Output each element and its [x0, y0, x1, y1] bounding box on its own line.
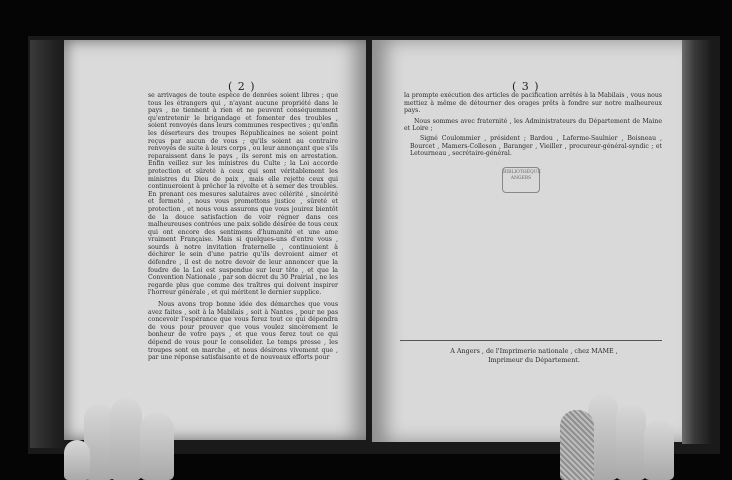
- signatures: Signé Coulommier , président ; Bardou , Laferme-Saulnier , Boisneau , Bourcet , Mamers-Colleson , Baranger , Vieiller , procureur-général-syndic ; et Letourneau , secrétaire-général.: [410, 134, 662, 158]
- page-number-left: ( 2 ): [228, 80, 256, 93]
- left-glove-finger-3: [140, 412, 174, 480]
- right-glove-finger-2: [616, 404, 646, 480]
- left-glove-finger-2: [110, 398, 142, 480]
- imprint: [404, 347, 664, 365]
- left-page-text: [148, 92, 338, 362]
- left-glove-thumb: [64, 440, 90, 480]
- right-paragraph-1: la prompte exécution des articles de pacification arrêtés à la Mabilais , vous nous mettiez à même de détourner des orages prêts à fondre sur notre malheureux pays.: [404, 92, 662, 115]
- library-stamp: BIBLIOTHÈQUE ANGERS: [502, 167, 540, 193]
- imprint-line-2: Imprimeur du Département.: [488, 356, 580, 364]
- page-number-right: ( 3 ): [512, 80, 540, 93]
- left-paragraph-2: Nous avons trop bonne idée des démarches que vous avez faites , soit à la Mabilais , soit à Nantes , pour ne pas concevoir l'espérance que vous ferez tout ce qui dépendra de vous pour prouver que vous voulez sincèrement le bonheur de votre pays , et que vous ferez tout ce qui dépend de vous pour le consolider. Le temps presse , les troupes sont en marche , et nous désirons vivement que , par une réponse satisfaisante et de nouveaux efforts pour: [148, 301, 338, 362]
- right-page-text: [404, 92, 662, 158]
- right-paragraph-2: Nous sommes avec fraternité , les Administrateurs du Département de Maine et Loire ;: [404, 117, 662, 133]
- thimble: [560, 410, 594, 480]
- right-glove-finger-3: [644, 420, 674, 480]
- right-page-edges: [682, 40, 712, 444]
- imprint-line-1: A Angers , de l'Imprimerie nationale , chez MAME ,: [450, 347, 618, 355]
- divider-rule: [400, 340, 662, 341]
- left-paragraph-1: se arrivages de toute espèce de denrées soient libres ; que tous les étrangers qui , n'ayant aucune propriété dans le pays , ne tiennent à rien et ne peuvent conséquemment qu'entretenir le brigandage et fomenter des troubles , soient renvoyés dans leurs communes respectives ; qu'enfin les déserteurs des troupes Républicaines ne soient point reçus par aucun de vous ; qu'ils soient au contraire renvoyés de suite à leurs corps , ou leur annonçant que s'ils reparaissent dans le pays , ils seront mis en arrestation. Enfin veillez sur les ministres du Culte ; la Loi accorde protection et sûreté à ceux qui sont véritablement les ministres du Dieu de paix , mais elle rejette ceux qui continueroient à prêcher la révolte et à semer des troubles. En prenant ces mesures salutaires avec célérité , sincérité et fermeté , nous vous promettons justice , sûreté et protection , et nous vous assurons que vous jouirez bientôt de la douce satisfaction de voir régner dans ces malheureuses contrées une paix solide désirée de tous ceux qui ont encore des sentimens d'humanité et une ame vraiment Française. Mais si quelques-uns d'entre vous , sourds à notre invitation fraternelle , continuoient à déchirer le sein d'une patrie qu'ils devroient aimer et défendre , il est de notre devoir de leur annoncer que la foudre de la Loi est suspendue sur leur tête , et que la Convention Nationale , par son décret du 30 Prairial , ne les regarde plus que comme des traîtres qui doivent inspirer l'horreur générale , et qui méritent le dernier supplice.: [148, 92, 338, 297]
